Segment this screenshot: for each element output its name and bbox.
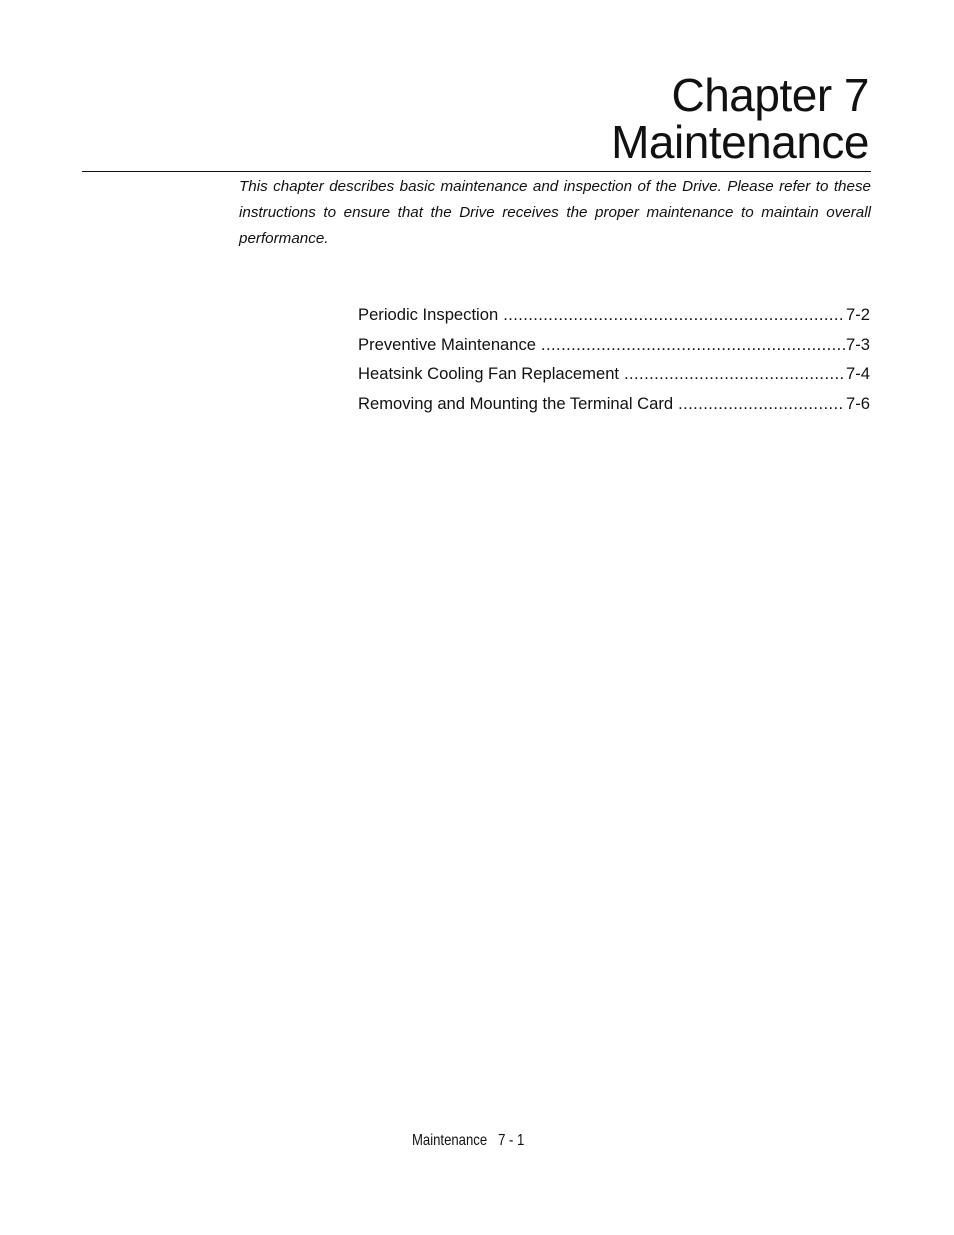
toc-entry-page: 7-4 bbox=[846, 364, 870, 383]
toc-entry-periodic-inspection[interactable] bbox=[358, 300, 870, 330]
toc-dot-leader bbox=[503, 300, 845, 330]
page-footer bbox=[412, 1131, 524, 1151]
chapter-number: Chapter 7 bbox=[671, 69, 869, 121]
footer-section: Maintenance bbox=[412, 1132, 488, 1149]
toc-entry-fan-replacement[interactable] bbox=[358, 359, 870, 389]
table-of-contents bbox=[358, 300, 870, 418]
toc-entry-page: 7-6 bbox=[846, 393, 870, 413]
chapter-heading bbox=[611, 69, 869, 168]
toc-dot-leader bbox=[624, 359, 845, 389]
footer-page-number: 7 - 1 bbox=[498, 1132, 525, 1149]
toc-dot-leader bbox=[678, 389, 845, 419]
toc-entry-page: 7-2 bbox=[846, 305, 870, 324]
toc-entry-label: Removing and Mounting the Terminal Card bbox=[358, 393, 674, 413]
toc-entry-label: Heatsink Cooling Fan Replacement bbox=[358, 364, 620, 383]
chapter-intro: This chapter describes basic maintenance and inspection of the Drive. Please refer to these instructions to ensure that the Drive receives the proper maintenance to maintain overall performance. bbox=[239, 178, 871, 247]
toc-dot-leader bbox=[541, 330, 845, 360]
toc-entry-label: Preventive Maintenance bbox=[358, 334, 537, 354]
toc-entry-label: Periodic Inspection bbox=[358, 305, 499, 324]
chapter-title: Maintenance bbox=[611, 116, 869, 168]
title-divider bbox=[82, 171, 871, 172]
toc-entry-preventive-maintenance[interactable] bbox=[358, 330, 870, 360]
toc-entry-page: 7-3 bbox=[846, 334, 870, 354]
toc-entry-terminal-card[interactable] bbox=[358, 389, 870, 419]
